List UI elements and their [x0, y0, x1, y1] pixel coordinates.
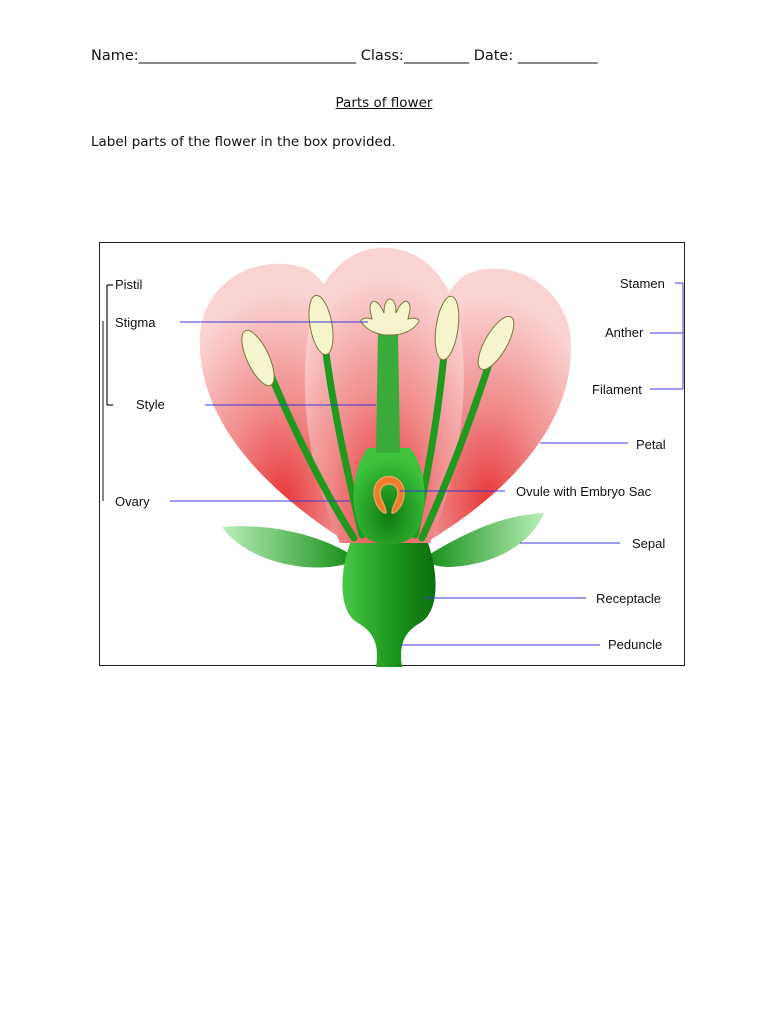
label-pistil: Pistil: [115, 277, 143, 292]
name-blank[interactable]: ______________________________: [138, 48, 357, 64]
label-stamen: Stamen: [620, 276, 665, 291]
label-peduncle: Peduncle: [608, 637, 663, 652]
label-anther: Anther: [605, 325, 644, 340]
label-ovary: Ovary: [115, 494, 150, 509]
style: [376, 331, 400, 453]
label-ovule: Ovule with Embryo Sac: [516, 484, 652, 499]
label-petal: Petal: [636, 437, 666, 452]
worksheet-title: Parts of flower: [335, 95, 433, 111]
name-label: Name:: [91, 48, 139, 64]
instructions: Label parts of the flower in the box provided.: [91, 134, 396, 150]
date-blank[interactable]: ___________: [517, 48, 598, 64]
date-label: Date:: [473, 48, 514, 64]
label-sepal: Sepal: [632, 536, 666, 551]
class-blank[interactable]: _________: [403, 48, 470, 64]
class-label: Class:: [360, 48, 404, 64]
label-filament: Filament: [592, 382, 642, 397]
flower-diagram: [99, 242, 685, 666]
label-stigma: Stigma: [115, 315, 156, 330]
receptacle: [342, 543, 435, 667]
label-style: Style: [136, 397, 165, 412]
label-receptacle: Receptacle: [596, 591, 662, 606]
flower-diagram-svg: [100, 243, 686, 667]
worksheet-header: [91, 48, 598, 64]
ovary: [353, 448, 424, 544]
